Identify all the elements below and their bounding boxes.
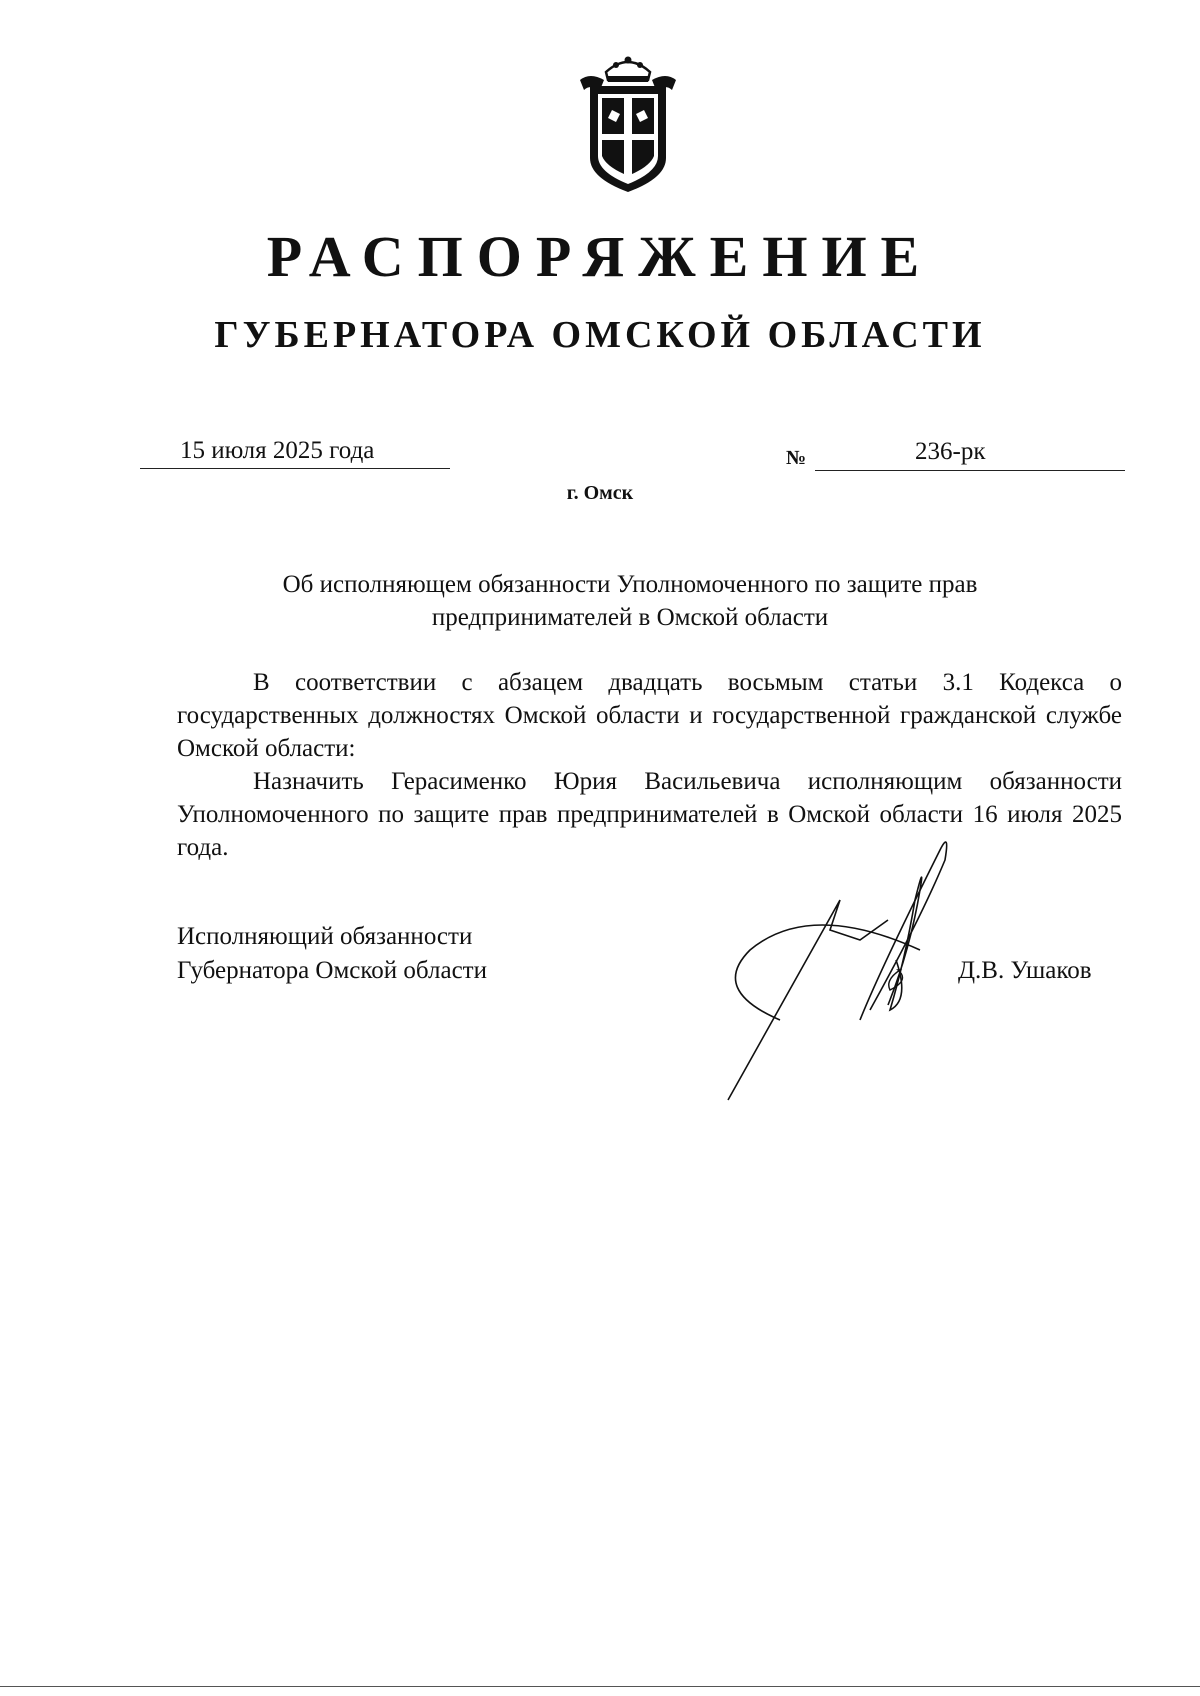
subject-line-1: Об исполняющем обязанности Уполномоченного по защите прав bbox=[282, 571, 978, 598]
page-bottom-divider bbox=[0, 1686, 1200, 1687]
document-subject bbox=[200, 568, 1060, 634]
document-city: г. Омск bbox=[566, 482, 634, 504]
document-date: 15 июля 2025 года bbox=[180, 437, 375, 464]
document-subtitle: ГУБЕРНАТОРА ОМСКОЙ ОБЛАСТИ bbox=[214, 314, 986, 356]
number-sign: № bbox=[786, 447, 807, 469]
subject-line-2: предпринимателей в Омской области bbox=[431, 604, 829, 631]
omsk-coat-of-arms-icon bbox=[576, 50, 680, 196]
document-number: 236-рк bbox=[915, 438, 986, 465]
number-field bbox=[815, 436, 1125, 471]
date-field bbox=[140, 434, 450, 469]
signatory-position-line-1: Исполняющий обязанности bbox=[177, 923, 473, 950]
signatory-position bbox=[177, 920, 487, 988]
signatory-position-line-2: Губернатора Омской области bbox=[177, 957, 487, 984]
body-paragraph-1: В соответствии с абзацем двадцать восьмым статьи 3.1 Кодекса о государственных должностях Омской области и государственной гражданской службе Омской области: bbox=[177, 669, 1122, 762]
document-title: РАСПОРЯЖЕНИЕ bbox=[266, 224, 934, 289]
signatory-name: Д.В. Ушаков bbox=[958, 957, 1092, 984]
body-paragraph-2: Назначить Герасименко Юрия Васильевича исполняющим обязанности Уполномоченного по защите прав предпринимателей в Омской области 16 июля 2025 года. bbox=[177, 768, 1122, 861]
